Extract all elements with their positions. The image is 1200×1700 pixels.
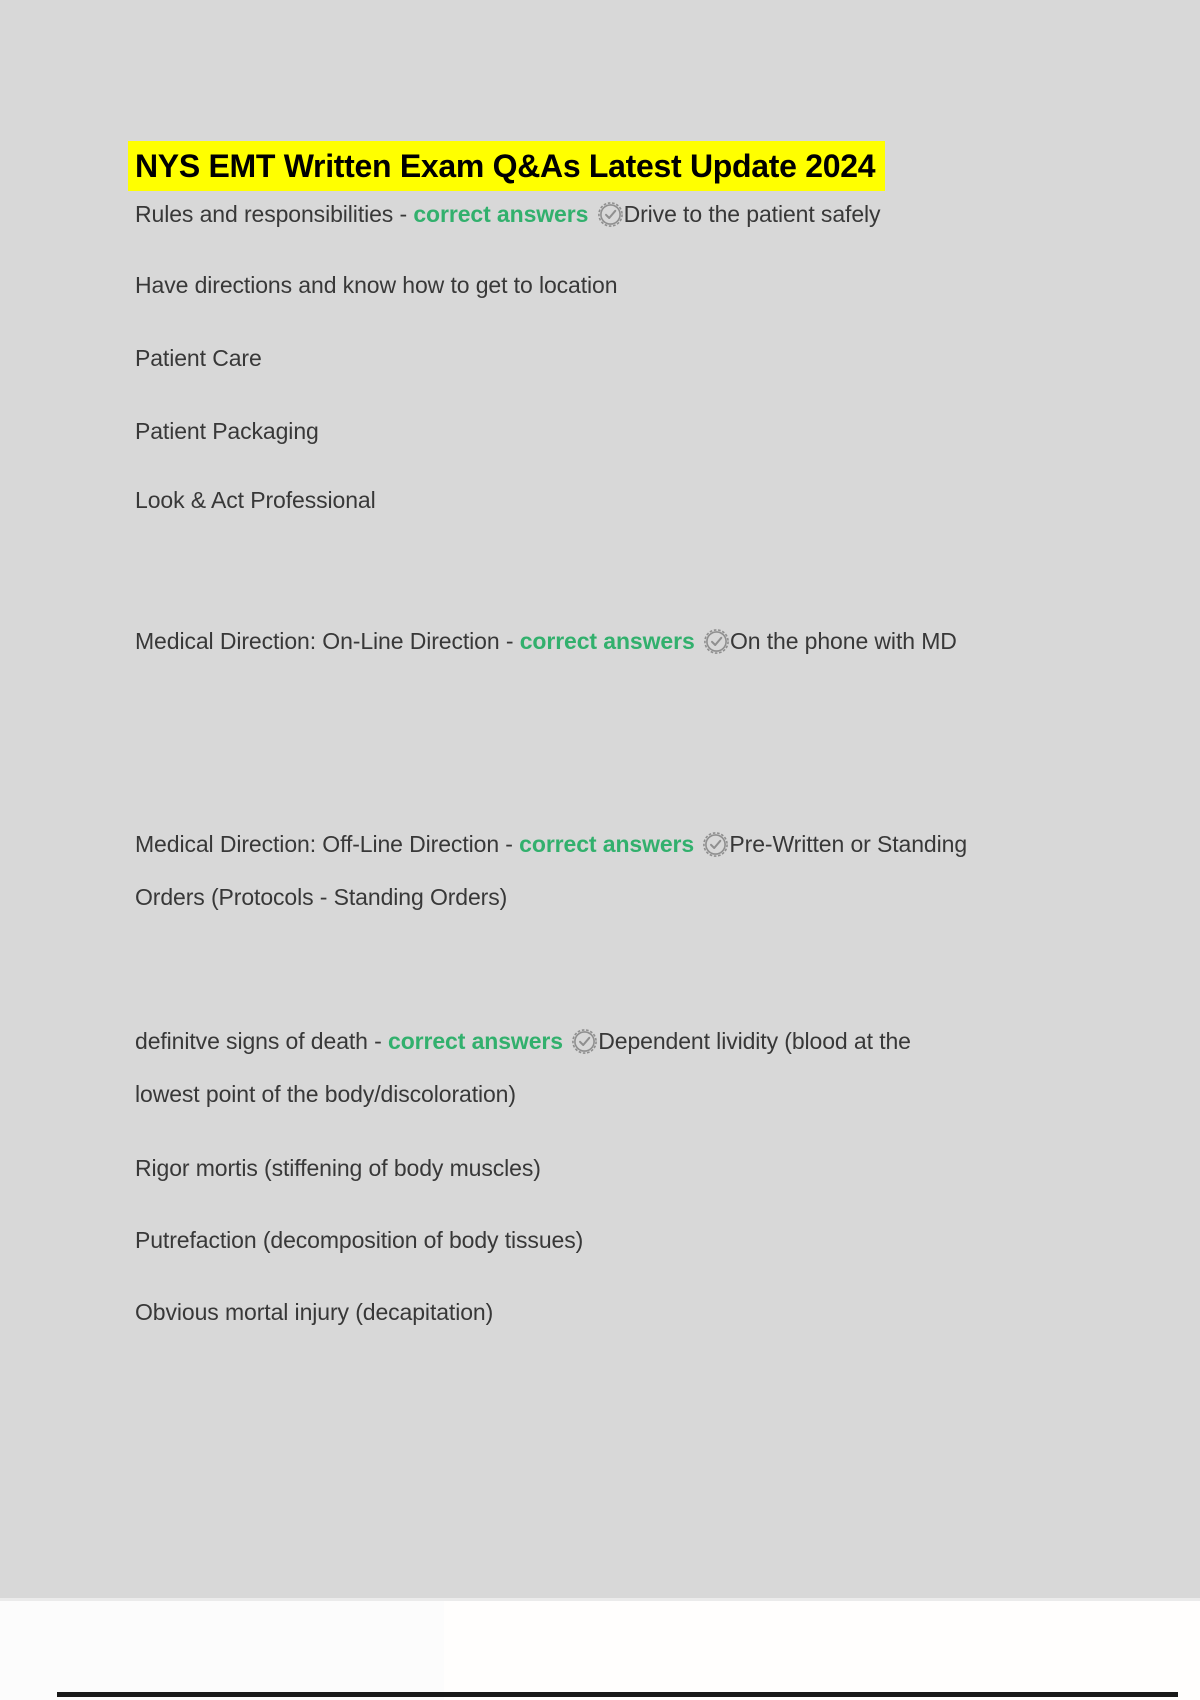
circled-check-icon: [702, 831, 729, 858]
question-text: Medical Direction: On-Line Direction -: [135, 628, 514, 654]
circled-check-icon: [571, 1028, 598, 1055]
list-line: [135, 405, 980, 458]
question-text: definitve signs of death -: [135, 1028, 382, 1054]
page-margin-area-right: [444, 1601, 1200, 1700]
question-text: Rules and responsibilities -: [135, 201, 408, 227]
list-line-text: Putrefaction (decomposition of body tissues): [135, 1227, 584, 1253]
list-line-text: Patient Care: [135, 345, 262, 371]
list-line: [135, 259, 980, 312]
correct-answers-label: correct answers: [519, 628, 695, 654]
list-line-text: Look & Act Professional: [135, 487, 376, 513]
list-line-text: Rigor mortis (stiffening of body muscles): [135, 1155, 541, 1181]
answer-text: Dependent lividity (blood at the lowest point of the body/discoloration): [135, 1028, 911, 1107]
qa-line: [135, 1015, 980, 1121]
list-line: [135, 474, 980, 527]
answer-text: Pre-Written or Standing Orders (Protocols - Standing Orders): [135, 831, 968, 910]
qa-line: [135, 818, 980, 924]
circled-check-icon: [703, 628, 730, 655]
footer-divider-line: [57, 1692, 1178, 1697]
list-line: [135, 1286, 980, 1339]
list-line-text: Have directions and know how to get to location: [135, 272, 618, 298]
list-line: [135, 1214, 980, 1267]
correct-answers-label: correct answers: [388, 1028, 563, 1054]
correct-answers-label: correct answers: [413, 201, 589, 227]
list-line: [135, 332, 980, 385]
title-block: [128, 141, 885, 191]
list-line: [135, 1142, 980, 1195]
circled-check-icon: [597, 201, 624, 228]
list-line-text: Obvious mortal injury (decapitation): [135, 1299, 494, 1325]
answer-text: Drive to the patient safely: [623, 201, 881, 227]
correct-answers-label: correct answers: [519, 831, 695, 857]
page-title: NYS EMT Written Exam Q&As Latest Update 2024: [128, 141, 885, 191]
qa-line: [135, 188, 980, 241]
question-text: Medical Direction: Off-Line Direction -: [135, 831, 513, 857]
list-line-text: Patient Packaging: [135, 418, 319, 444]
answer-text: On the phone with MD: [729, 628, 957, 654]
qa-line: [135, 615, 980, 668]
